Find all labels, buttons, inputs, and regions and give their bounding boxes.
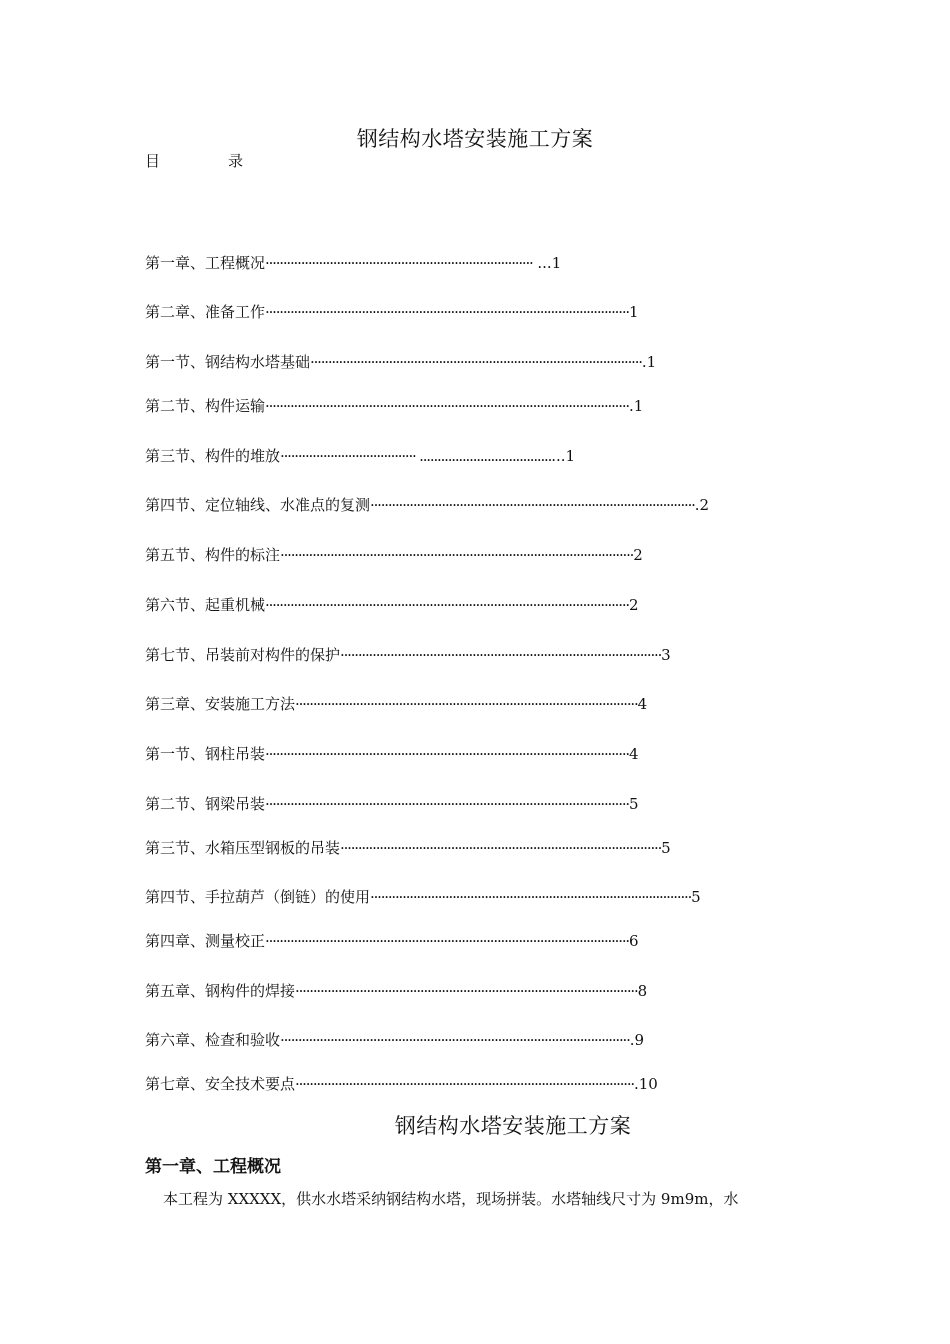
toc-entry-page: 6 xyxy=(628,932,639,950)
toc-entry-page: 5 xyxy=(628,795,639,813)
toc-entry[interactable] xyxy=(145,494,709,515)
toc-entry-page: ...1 xyxy=(551,447,576,465)
toc-entry-leader: ····························································································· xyxy=(310,353,642,371)
toc-entry-leader: ······································································································ xyxy=(265,932,629,950)
toc-entry-label: 第七章、安全技术要点 xyxy=(145,1075,296,1093)
toc-entry-page: 2 xyxy=(633,546,643,564)
toc-entry-leader: ································································································ xyxy=(295,982,638,1000)
toc-entry[interactable] xyxy=(145,445,575,466)
toc-entry-page: .2 xyxy=(694,496,710,514)
toc-entry[interactable] xyxy=(145,594,639,615)
toc-entry[interactable] xyxy=(145,693,647,714)
toc-entry[interactable] xyxy=(145,351,656,372)
toc-entry-page: .1 xyxy=(628,397,644,415)
toc-entry-page: 4 xyxy=(628,745,639,763)
toc-entry-page: 5 xyxy=(661,839,671,857)
toc-entry[interactable] xyxy=(145,886,701,907)
toc-entry-leader: ································································································ xyxy=(295,695,638,713)
toc-entry-leader: ······························································································· xyxy=(295,1075,634,1093)
toc-entry-page: 4 xyxy=(637,695,648,713)
toc-entry-page: .9 xyxy=(629,1031,644,1049)
toc-entry-leader: ······································································································ xyxy=(265,596,629,614)
toc-entry-label: 第二节、构件运输 xyxy=(145,397,266,415)
toc-entry-page: 8 xyxy=(637,982,648,1000)
toc-entry-label: 第四章、测量校正 xyxy=(145,932,266,950)
toc-heading-right: 录 xyxy=(228,152,244,170)
toc-entry-label: 第二章、准备工作 xyxy=(145,303,266,321)
toc-entry[interactable] xyxy=(145,395,643,416)
toc-entry[interactable] xyxy=(145,743,639,764)
toc-entry-leader: ·························································································· xyxy=(340,646,662,664)
toc-entry-label: 第三节、构件的堆放 xyxy=(145,447,281,465)
toc-entry-leader: ··························································································· xyxy=(370,496,695,514)
toc-entry-label: 第一章、工程概况 xyxy=(145,254,266,272)
toc-entry-page: 1 xyxy=(628,303,639,321)
toc-entry-label: 第六节、起重机械 xyxy=(145,596,266,614)
toc-entry-label: 第三章、安装施工方法 xyxy=(145,695,296,713)
toc-entry[interactable] xyxy=(145,252,561,273)
toc-entry[interactable] xyxy=(145,1073,658,1094)
toc-entry-label: 第五节、构件的标注 xyxy=(145,546,281,564)
toc-entry-label: 第一节、钢结构水塔基础 xyxy=(145,353,311,371)
toc-entry-label: 第三节、水箱压型钢板的吊装 xyxy=(145,839,341,857)
toc-entry-label: 第四节、定位轴线、水准点的复测 xyxy=(145,496,371,514)
toc-entry-page: 5 xyxy=(691,888,701,906)
toc-entry-leader: ·································································································· xyxy=(280,1031,630,1049)
toc-entry[interactable] xyxy=(145,837,671,858)
toc-entry-label: 第六章、检查和验收 xyxy=(145,1031,281,1049)
toc-entry-leader: ··································································································· xyxy=(280,546,634,564)
toc-entry-leader: ·························································································· xyxy=(370,888,692,906)
toc-entry-page: 3 xyxy=(661,646,671,664)
toc-entry-leader: ······································································································ xyxy=(265,795,629,813)
toc-entry[interactable] xyxy=(145,1029,644,1050)
toc-heading-left: 目 xyxy=(145,152,161,170)
toc-entry-leader: ······································································································ xyxy=(265,745,629,763)
toc-entry-leader: ······································································································ xyxy=(265,303,629,321)
toc-entry-label: 第七节、吊装前对构件的保护 xyxy=(145,646,341,664)
toc-entry-leader: ·························································································· xyxy=(340,839,662,857)
toc-entry-page: ...1 xyxy=(532,254,562,272)
toc-entry[interactable] xyxy=(145,980,647,1001)
toc-entry-label: 第五章、钢构件的焊接 xyxy=(145,982,296,1000)
toc-entry-label: 第四节、手拉葫芦（倒链）的使用 xyxy=(145,888,371,906)
document-title: 钢结构水塔安装施工方案 xyxy=(356,127,594,151)
toc-entry-page: 2 xyxy=(628,596,639,614)
toc-heading xyxy=(145,150,243,171)
toc-entry[interactable] xyxy=(145,544,643,565)
toc-entry-leader: ······································ ..................................... xyxy=(280,447,552,465)
toc-entry[interactable] xyxy=(145,301,639,322)
toc-entry-leader: ······································································································ xyxy=(265,397,629,415)
document-title-repeat: 钢结构水塔安装施工方案 xyxy=(394,1114,632,1138)
toc-entry-page: .1 xyxy=(641,353,657,371)
chapter-heading: 第一章、工程概况 xyxy=(145,1157,281,1177)
toc-entry-page: .10 xyxy=(633,1075,658,1093)
toc-entry[interactable] xyxy=(145,793,639,814)
toc-entry-leader: ··········································································· xyxy=(265,254,533,272)
toc-entry[interactable] xyxy=(145,930,639,951)
toc-entry-label: 第二节、钢梁吊装 xyxy=(145,795,266,813)
body-paragraph: 本工程为 XXXXX，供水水塔采纳钢结构水塔，现场拼装。水塔轴线尺寸为 9m9m，水 xyxy=(163,1190,739,1208)
toc-entry-label: 第一节、钢柱吊装 xyxy=(145,745,266,763)
toc-entry[interactable] xyxy=(145,644,671,665)
